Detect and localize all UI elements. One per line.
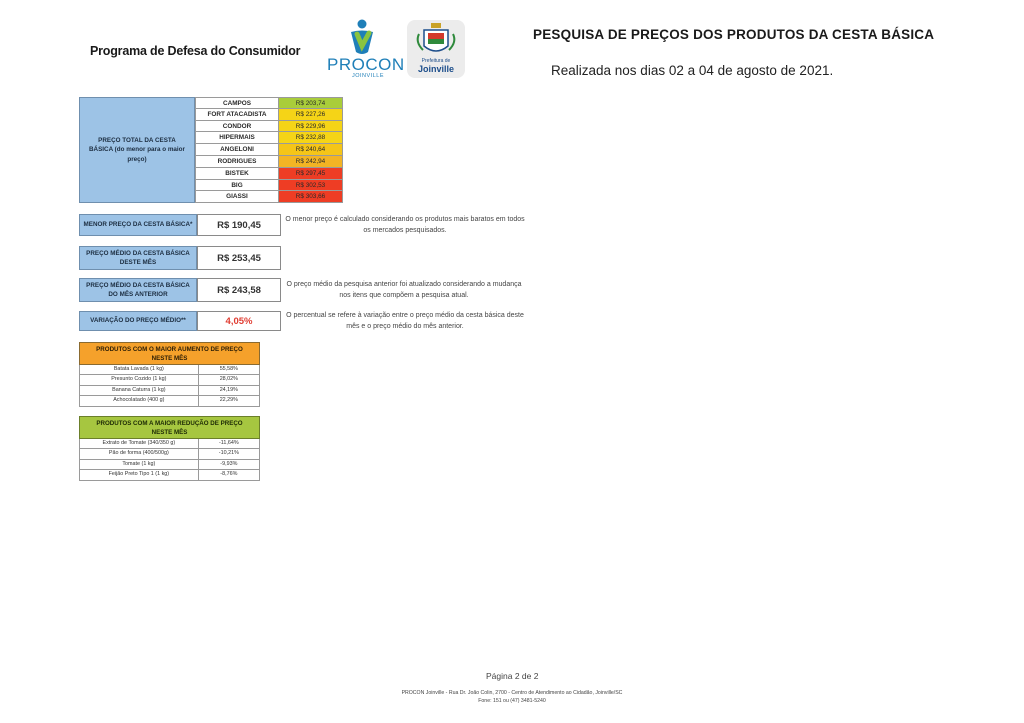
market-name: ANGELONI	[195, 144, 279, 155]
page-number: Página 2 de 2	[486, 671, 539, 681]
market-price: R$ 229,96	[279, 121, 343, 132]
decrease-table-title: PRODUTOS COM A MAIOR REDUÇÃO DE PREÇO NESTE MÊS	[79, 416, 260, 439]
variation-note: O percentual se refere à variação entre o preço médio da cesta básica deste mês e o preço médio do mês anterior.	[286, 312, 524, 330]
procon-person-icon	[326, 18, 398, 58]
market-price: R$ 240,64	[279, 144, 343, 155]
product-name: Banana Caturra (1 kg)	[80, 386, 199, 395]
market-name: FORT ATACADISTA	[195, 109, 279, 120]
product-change: -11,64%	[218, 440, 239, 446]
page-subtitle: Realizada nos dias 02 a 04 de agosto de 2021.	[551, 63, 834, 78]
table-row	[79, 396, 260, 406]
program-title: Programa de Defesa do Consumidor	[90, 44, 301, 58]
increase-table-title: PRODUTOS COM O MAIOR AUMENTO DE PREÇO NESTE MÊS	[79, 342, 260, 365]
table-row	[79, 470, 260, 480]
market-name: CONDOR	[195, 121, 279, 132]
table-row	[79, 460, 260, 470]
procon-logo-subtext: JOINVILLE	[352, 73, 385, 79]
product-change: -10,21%	[218, 450, 239, 457]
market-name: CAMPOS	[195, 98, 279, 108]
average-current-value: R$ 253,45	[197, 246, 281, 270]
market-price: R$ 242,94	[279, 156, 343, 167]
average-previous-label: PREÇO MÉDIO DA CESTA BÁSICA DO MÊS ANTERIOR	[79, 278, 197, 302]
market-table	[195, 97, 343, 203]
market-price: R$ 232,88	[279, 132, 343, 143]
table-row	[79, 439, 260, 449]
product-change: 22,29%	[219, 397, 238, 404]
product-name: Presunto Cozido (1 kg)	[80, 375, 199, 384]
product-name: Extrato de Tomate (340/350 g)	[80, 439, 199, 448]
market-name: RODRIGUES	[195, 156, 279, 167]
product-name: Achocolatado (400 g)	[80, 396, 199, 405]
market-name: HIPERMAIS	[195, 132, 279, 143]
table-row	[195, 180, 343, 192]
prefeitura-logo-line1: Prefeitura de	[421, 58, 451, 64]
table-row	[195, 191, 343, 203]
lowest-price-note: O menor preço é calculado considerando os produtos mais baratos em todos os mercados pesquisados.	[285, 216, 525, 234]
table-row	[79, 449, 260, 459]
increase-table	[79, 342, 260, 407]
product-name: Feijão Preto Tipo 1 (1 kg)	[80, 470, 199, 479]
procon-logo-text: PROCON	[327, 55, 405, 74]
market-name: BISTEK	[195, 168, 279, 179]
table-row	[195, 156, 343, 168]
average-previous-value: R$ 243,58	[197, 278, 281, 302]
product-change: 55,58%	[219, 366, 238, 372]
lowest-price-label: MENOR PREÇO DA CESTA BÁSICA*	[79, 214, 197, 236]
coat-of-arms-icon	[407, 20, 465, 60]
average-previous-note: O preço médio da pesquisa anterior foi atualizado considerando a mudança nos itens que compõem a pesquisa atual.	[286, 281, 522, 299]
market-name: GIASSI	[195, 191, 279, 202]
lowest-price-value: R$ 190,45	[197, 214, 281, 236]
table-row	[79, 365, 260, 375]
product-name: Batata Lavada (1 kg)	[80, 365, 199, 374]
page-title: PESQUISA DE PREÇOS DOS PRODUTOS DA CESTA BÁSICA	[533, 27, 935, 42]
product-name: Tomate (1 kg)	[80, 460, 199, 469]
table-row	[195, 121, 343, 133]
prefeitura-logo-line2: Joinville	[417, 64, 454, 74]
market-price: R$ 302,53	[279, 180, 343, 191]
footer-address: PROCON Joinville - Rua Dr. João Colin, 2700 - Centro de Atendimento ao Cidadão, Joinville/SC	[401, 690, 623, 696]
table-row	[195, 97, 343, 109]
table-row	[79, 375, 260, 385]
table-row	[195, 109, 343, 121]
market-price: R$ 203,74	[279, 98, 343, 108]
market-name: BIG	[195, 180, 279, 191]
decrease-table	[79, 416, 260, 481]
table-row	[195, 168, 343, 180]
product-name: Pão de forma (400/500g)	[80, 449, 199, 458]
table-row	[79, 386, 260, 396]
market-price: R$ 297,45	[279, 168, 343, 179]
variation-label: VARIAÇÃO DO PREÇO MÉDIO**	[79, 311, 197, 331]
table-row	[195, 144, 343, 156]
market-price: R$ 227,26	[279, 109, 343, 120]
variation-value: 4,05%	[197, 311, 281, 331]
average-current-label: PREÇO MÉDIO DA CESTA BÁSICA DESTE MÊS	[79, 246, 197, 270]
table-row	[195, 132, 343, 144]
product-change: 28,02%	[219, 376, 238, 383]
product-change: -9,93%	[220, 460, 238, 467]
product-change: 24,19%	[219, 386, 238, 393]
market-price: R$ 303,66	[279, 191, 343, 202]
footer-phone: Fone: 151 ou (47) 3481-5240	[478, 698, 546, 704]
market-table-label: PREÇO TOTAL DA CESTA BÁSICA (do menor para o maior preço)	[79, 97, 195, 203]
product-change: -8,76%	[220, 471, 238, 478]
